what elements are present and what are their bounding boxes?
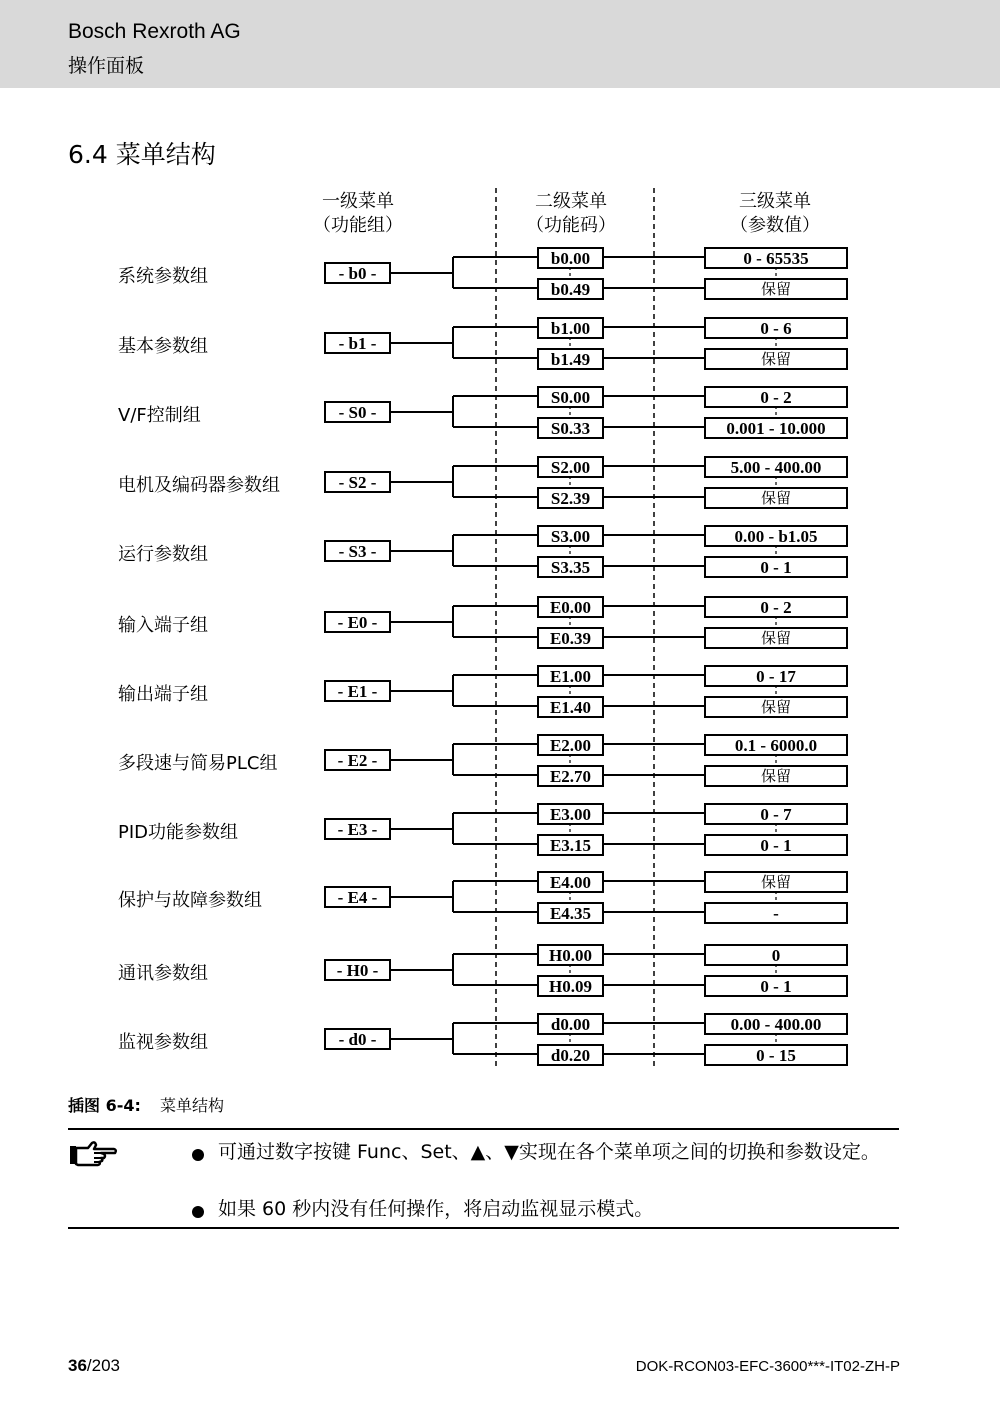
figure-caption-text: 菜单结构 — [160, 1096, 225, 1115]
function-group-label: PID功能参数组 — [118, 822, 239, 843]
function-group-label: V/F控制组 — [118, 405, 201, 426]
parameter-value-last: 保留 — [704, 627, 848, 649]
function-code-first: S3.00 — [537, 525, 604, 547]
note-text: 如果 60 秒内没有任何操作，将启动监视显示模式。 — [218, 1198, 654, 1220]
parameter-value-last: 0 - 1 — [704, 834, 848, 856]
parameter-value-last: 保留 — [704, 487, 848, 509]
column-head-line1: 三级菜单 — [739, 191, 811, 212]
parameter-value-first: 0 - 2 — [704, 596, 848, 618]
function-code-last: b0.49 — [537, 278, 604, 300]
parameter-value-first: 保留 — [704, 871, 848, 893]
note-text: 可通过数字按键 Func、Set、▲、▼实现在各个菜单项之间的切换和参数设定。 — [218, 1141, 880, 1163]
bullet-icon — [192, 1149, 204, 1161]
function-group-label: 监视参数组 — [118, 1032, 208, 1053]
group-code-box: - b1 - — [324, 332, 391, 354]
function-code-last: E2.70 — [537, 765, 604, 787]
note-top-rule — [68, 1128, 899, 1130]
column-head-line1: 二级菜单 — [535, 191, 607, 212]
group-code-box: - S2 - — [324, 471, 391, 493]
function-group-label: 保护与故障参数组 — [118, 890, 262, 911]
function-code-first: b1.00 — [537, 317, 604, 339]
group-code-box: - H0 - — [324, 959, 391, 981]
column-head-line1: 一级菜单 — [322, 191, 394, 212]
figure-caption-label: 插图 6-4: — [68, 1096, 141, 1115]
parameter-value-last: 0 - 1 — [704, 556, 848, 578]
parameter-value-last: 保留 — [704, 278, 848, 300]
parameter-value-last: 0 - 15 — [704, 1044, 848, 1066]
chapter-subtitle: 操作面板 — [68, 55, 145, 77]
function-code-last: d0.20 — [537, 1044, 604, 1066]
parameter-value-first: 0 - 17 — [704, 665, 848, 687]
note-item — [192, 1197, 902, 1222]
function-code-last: S0.33 — [537, 417, 604, 439]
function-code-last: E1.40 — [537, 696, 604, 718]
document-id: DOK-RCON03-EFC-3600***-IT02-ZH-P — [635, 1358, 900, 1375]
parameter-value-first: 5.00 - 400.00 — [704, 456, 848, 478]
function-code-first: E4.00 — [537, 871, 604, 893]
function-group-label: 输出端子组 — [118, 684, 208, 705]
group-code-box: - E3 - — [324, 818, 391, 840]
parameter-value-last: 保留 — [704, 696, 848, 718]
function-group-label: 通讯参数组 — [118, 963, 208, 984]
group-code-box: - E0 - — [324, 611, 391, 633]
function-code-last: S3.35 — [537, 556, 604, 578]
parameter-value-last: 保留 — [704, 348, 848, 370]
function-group-label: 电机及编码器参数组 — [118, 475, 280, 496]
company-name: Bosch Rexroth AG — [68, 20, 241, 43]
parameter-value-first: 0 - 6 — [704, 317, 848, 339]
function-group-label: 基本参数组 — [118, 336, 208, 357]
function-code-first: E0.00 — [537, 596, 604, 618]
parameter-value-first: 0 - 65535 — [704, 247, 848, 269]
group-code-box: - S0 - — [324, 401, 391, 423]
section-title: 6.4 菜单结构 — [68, 140, 216, 169]
function-code-first: b0.00 — [537, 247, 604, 269]
parameter-value-last: 保留 — [704, 765, 848, 787]
function-group-label: 系统参数组 — [118, 266, 208, 287]
group-code-box: - E2 - — [324, 749, 391, 771]
parameter-value-last: - — [704, 902, 848, 924]
group-code-box: - S3 - — [324, 540, 391, 562]
parameter-value-first: 0.00 - 400.00 — [704, 1013, 848, 1035]
page-total: /203 — [86, 1356, 121, 1375]
function-group-label: 运行参数组 — [118, 544, 208, 565]
column-head-line2: （参数值） — [730, 215, 820, 236]
function-code-first: E3.00 — [537, 803, 604, 825]
parameter-value-first: 0.1 - 6000.0 — [704, 734, 848, 756]
bullet-icon — [192, 1206, 204, 1218]
function-group-label: 多段速与简易PLC组 — [118, 753, 278, 774]
pointing-hand-icon — [68, 1140, 118, 1170]
function-code-first: S0.00 — [537, 386, 604, 408]
group-code-box: - E1 - — [324, 680, 391, 702]
group-code-box: - d0 - — [324, 1028, 391, 1050]
note-bottom-rule — [68, 1227, 899, 1229]
function-code-first: E1.00 — [537, 665, 604, 687]
page-number — [68, 1356, 120, 1376]
function-code-first: S2.00 — [537, 456, 604, 478]
function-code-first: d0.00 — [537, 1013, 604, 1035]
function-code-last: E4.35 — [537, 902, 604, 924]
function-code-last: S2.39 — [537, 487, 604, 509]
function-code-last: E0.39 — [537, 627, 604, 649]
function-code-last: b1.49 — [537, 348, 604, 370]
parameter-value-first: 0.00 - b1.05 — [704, 525, 848, 547]
page-current: 36 — [68, 1356, 87, 1375]
function-code-first: H0.00 — [537, 944, 604, 966]
function-code-first: E2.00 — [537, 734, 604, 756]
parameter-value-first: 0 - 2 — [704, 386, 848, 408]
function-group-label: 输入端子组 — [118, 615, 208, 636]
function-code-last: E3.15 — [537, 834, 604, 856]
parameter-value-first: 0 — [704, 944, 848, 966]
parameter-value-last: 0 - 1 — [704, 975, 848, 997]
parameter-value-first: 0 - 7 — [704, 803, 848, 825]
group-code-box: - E4 - — [324, 886, 391, 908]
note-item — [192, 1140, 902, 1165]
group-code-box: - b0 - — [324, 262, 391, 284]
function-code-last: H0.09 — [537, 975, 604, 997]
parameter-value-last: 0.001 - 10.000 — [704, 417, 848, 439]
column-head-line2: （功能组） — [313, 215, 403, 236]
column-head-line2: （功能码） — [526, 215, 616, 236]
